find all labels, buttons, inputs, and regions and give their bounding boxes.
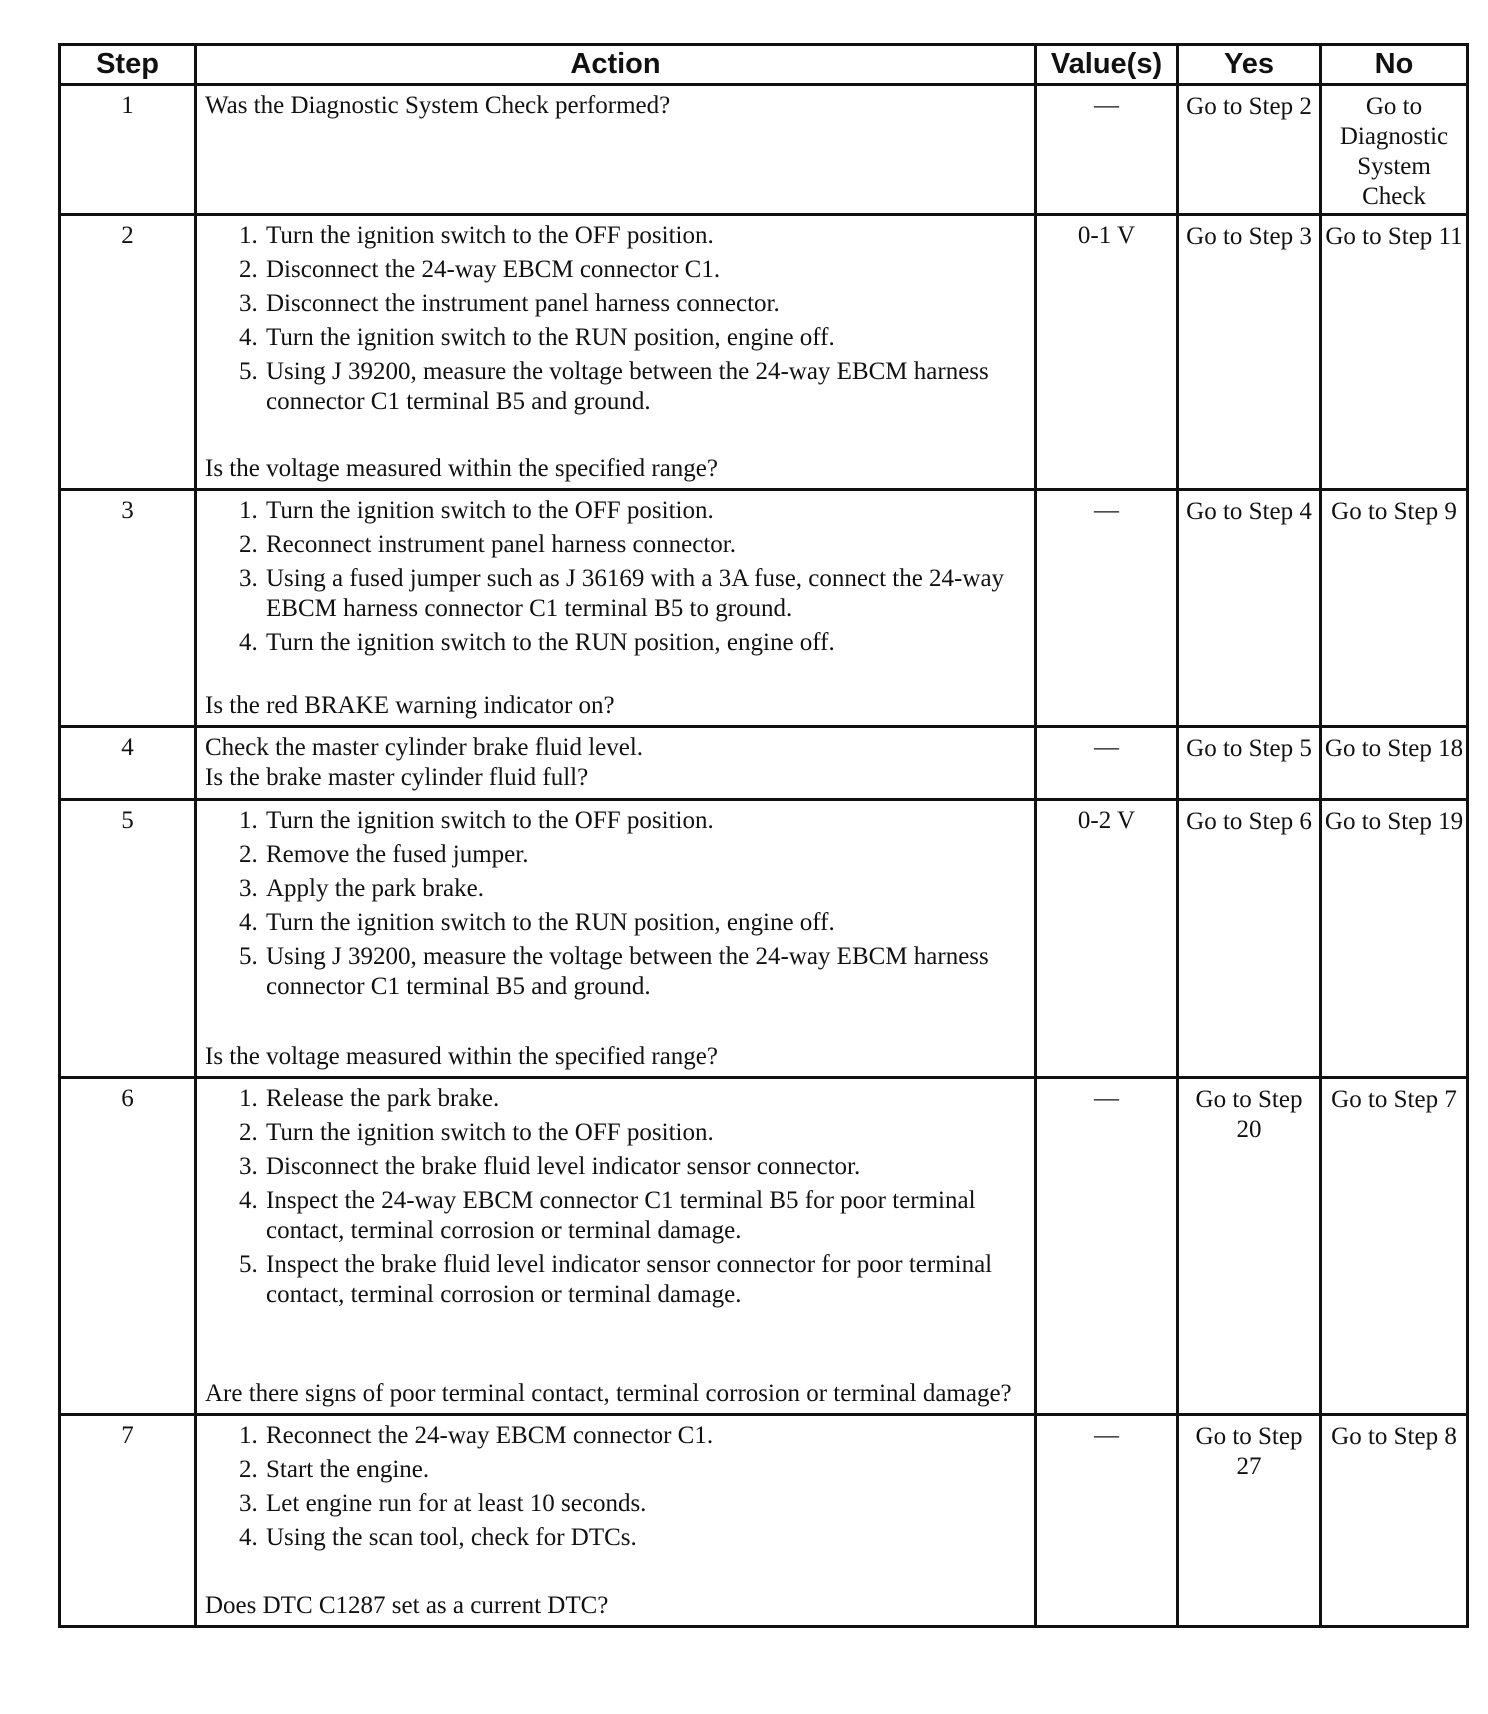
table-row (60, 85, 1468, 215)
question: Is the brake master cylinder fluid full? (205, 764, 589, 791)
yes-cell: Go to Step 27 (1178, 1415, 1321, 1627)
value-cell: — (1036, 1078, 1178, 1415)
action-cell (196, 800, 1036, 1078)
action-step: 5. Using J 39200, measure the voltage between the 24-way EBCM harness connector C1 terminal B5 and ground. (264, 357, 1028, 417)
header-no: No (1321, 45, 1468, 85)
table-row (60, 800, 1468, 1078)
action-step: 1. Release the park brake. (264, 1084, 1028, 1114)
action-step: 1. Turn the ignition switch to the OFF position. (264, 806, 1028, 836)
no-cell: Go to Diagnostic System Check (1321, 85, 1468, 215)
action-step: 5. Inspect the brake fluid level indicator sensor connector for poor terminal contact, terminal corrosion or terminal damage. (264, 1250, 1028, 1310)
action-step: 2. Reconnect instrument panel harness connector. (264, 530, 1028, 560)
yes-cell: Go to Step 3 (1178, 215, 1321, 490)
question: Is the red BRAKE warning indicator on? (205, 692, 615, 719)
action-cell (196, 1415, 1036, 1627)
action-step: 1. Turn the ignition switch to the OFF position. (264, 496, 1028, 526)
question: Does DTC C1287 set as a current DTC? (205, 1592, 609, 1619)
table-row (60, 1078, 1468, 1415)
action-step: 4. Inspect the 24-way EBCM connector C1 terminal B5 for poor terminal contact, terminal corrosion or terminal damage. (264, 1186, 1028, 1246)
value-cell: 0-1 V (1036, 215, 1178, 490)
action-cell (196, 727, 1036, 800)
header-yes: Yes (1178, 45, 1321, 85)
step-number: 4 (60, 727, 196, 800)
yes-cell: Go to Step 2 (1178, 85, 1321, 215)
action-step: 4. Using the scan tool, check for DTCs. (264, 1523, 1028, 1553)
no-cell: Go to Step 18 (1321, 727, 1468, 800)
action-steps (205, 496, 1028, 662)
step-number: 1 (60, 85, 196, 215)
action-step: 2. Start the engine. (264, 1455, 1028, 1485)
step-number: 3 (60, 490, 196, 727)
question: Is the voltage measured within the specified range? (205, 1043, 719, 1070)
no-cell: Go to Step 7 (1321, 1078, 1468, 1415)
table-row (60, 490, 1468, 727)
no-cell: Go to Step 8 (1321, 1415, 1468, 1627)
action-step: 2. Remove the fused jumper. (264, 840, 1028, 870)
question: Are there signs of poor terminal contact, terminal corrosion or terminal damage? (205, 1380, 1012, 1407)
no-cell: Go to Step 19 (1321, 800, 1468, 1078)
action-step: 3. Disconnect the instrument panel harness connector. (264, 289, 1028, 319)
value-cell: — (1036, 1415, 1178, 1627)
no-cell: Go to Step 11 (1321, 215, 1468, 490)
question: Was the Diagnostic System Check performed? (205, 92, 671, 119)
yes-cell: Go to Step 20 (1178, 1078, 1321, 1415)
action-cell (196, 1078, 1036, 1415)
action-steps (205, 1421, 1028, 1557)
no-cell: Go to Step 9 (1321, 490, 1468, 727)
action-step: 3. Using a fused jumper such as J 36169 with a 3A fuse, connect the 24-way EBCM harness connector C1 terminal B5 to ground. (264, 564, 1028, 624)
table-row (60, 727, 1468, 800)
table-row (60, 1415, 1468, 1627)
action-step: 1. Turn the ignition switch to the OFF position. (264, 221, 1028, 251)
yes-cell: Go to Step 6 (1178, 800, 1321, 1078)
header-values: Value(s) (1036, 45, 1178, 85)
question: Is the voltage measured within the specified range? (205, 455, 719, 482)
action-step: 4. Turn the ignition switch to the RUN position, engine off. (264, 323, 1028, 353)
action-step: 5. Using J 39200, measure the voltage between the 24-way EBCM harness connector C1 terminal B5 and ground. (264, 942, 1028, 1002)
action-step: 3. Apply the park brake. (264, 874, 1028, 904)
action-step: 4. Turn the ignition switch to the RUN position, engine off. (264, 908, 1028, 938)
header-row (60, 45, 1468, 85)
step-number: 5 (60, 800, 196, 1078)
value-cell: — (1036, 85, 1178, 215)
yes-cell: Go to Step 4 (1178, 490, 1321, 727)
action-cell (196, 490, 1036, 727)
step-number: 7 (60, 1415, 196, 1627)
action-step: 2. Turn the ignition switch to the OFF position. (264, 1118, 1028, 1148)
action-step: 1. Reconnect the 24-way EBCM connector C1. (264, 1421, 1028, 1451)
step-number: 6 (60, 1078, 196, 1415)
action-steps (205, 806, 1028, 1006)
action-steps (205, 221, 1028, 421)
diagnostic-table (58, 43, 1469, 1628)
header-action: Action (196, 45, 1036, 85)
table-row (60, 215, 1468, 490)
action-step: 4. Turn the ignition switch to the RUN position, engine off. (264, 628, 1028, 658)
step-number: 2 (60, 215, 196, 490)
value-cell: — (1036, 490, 1178, 727)
action-intro: Check the master cylinder brake fluid level. (205, 734, 644, 761)
action-cell (196, 215, 1036, 490)
action-step: 3. Disconnect the brake fluid level indicator sensor connector. (264, 1152, 1028, 1182)
yes-cell: Go to Step 5 (1178, 727, 1321, 800)
value-cell: 0-2 V (1036, 800, 1178, 1078)
header-step: Step (60, 45, 196, 85)
action-steps (205, 1084, 1028, 1314)
value-cell: — (1036, 727, 1178, 800)
action-cell (196, 85, 1036, 215)
action-step: 3. Let engine run for at least 10 seconds. (264, 1489, 1028, 1519)
action-step: 2. Disconnect the 24-way EBCM connector C1. (264, 255, 1028, 285)
